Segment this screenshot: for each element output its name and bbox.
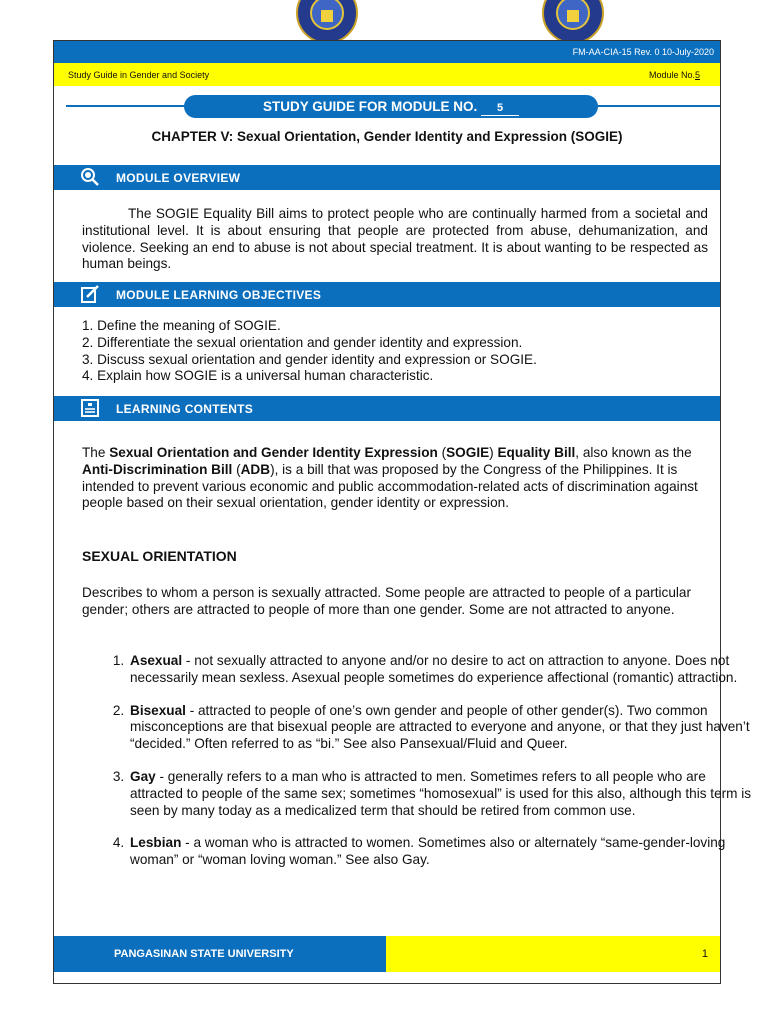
document-list-icon bbox=[80, 398, 100, 418]
sexual-orientation-heading: SEXUAL ORIENTATION bbox=[82, 548, 237, 564]
section-label: MODULE OVERVIEW bbox=[116, 171, 241, 185]
list-item: 2. Bisexual - attracted to people of one’s own gender and people of other gender(s). Two common misconceptions are that bisexual people are attracted to everyone and anyone, or that they just haven’t “decided.” Often referred to as “bi.” See also Pansexual/Fluid and Queer. bbox=[128, 703, 758, 753]
section-label: LEARNING CONTENTS bbox=[116, 402, 254, 416]
header-course-bar bbox=[54, 63, 720, 86]
footer-university-bar bbox=[54, 936, 386, 972]
form-code: FM-AA-CIA-15 Rev. 0 10-July-2020 bbox=[572, 47, 714, 57]
course-title: Study Guide in Gender and Society bbox=[68, 70, 210, 80]
objective-item: 2. Differentiate the sexual orientation and gender identity and expression. bbox=[82, 334, 523, 350]
section-learning-contents bbox=[54, 396, 720, 421]
objectives-list bbox=[82, 318, 708, 385]
university-seal-logo-right bbox=[542, 0, 604, 44]
module-number-header: Module No.5 bbox=[648, 70, 700, 80]
overview-paragraph: The SOGIE Equality Bill aims to protect people who are continually harmed from a societal and institutional level. It is about ensuring that people are protected from abuse, dehumanization, and violence. Seeking an end to abuse is not about special treatment. It is about wanting to be respected as human beings. bbox=[82, 206, 708, 272]
section-module-overview bbox=[54, 165, 720, 190]
objective-item: 1. Define the meaning of SOGIE. bbox=[82, 318, 281, 333]
list-item: 3. Gay - generally refers to a man who is attracted to men. Sometimes refers to all people who are attracted to people of the same sex; sometimes “homosexual” is used for this also, although this term is seen by many today as a medicalized term that should be retired from common use. bbox=[128, 769, 758, 819]
magnifier-icon bbox=[80, 167, 100, 187]
university-seal-logo-left bbox=[296, 0, 358, 44]
section-learning-objectives bbox=[54, 282, 720, 307]
section-label: MODULE LEARNING OBJECTIVES bbox=[116, 288, 322, 302]
list-item: 1. Asexual - not sexually attracted to anyone and/or no desire to act on attraction to anyone. Does not necessarily mean sexless. Asexual people sometimes do experience affectional (romantic) attraction. bbox=[128, 653, 758, 687]
page-number: 1 bbox=[701, 948, 708, 960]
chapter-title: CHAPTER V: Sexual Orientation, Gender Identity and Expression (SOGIE) bbox=[151, 129, 623, 144]
study-guide-title: STUDY GUIDE FOR MODULE NO. 5 bbox=[184, 95, 598, 118]
sexual-orientation-definition: Describes to whom a person is sexually attracted. Some people are attracted to people of a particular gender; others are attracted to people of more than one gender. Some are not attracted to anyone. bbox=[82, 585, 692, 617]
list-item: 4. Lesbian - a woman who is attracted to women. Sometimes also or alternately “same-gender-loving woman” or “woman loving woman.” See also Gay. bbox=[128, 835, 758, 869]
sogie-intro-paragraph: The Sexual Orientation and Gender Identity Expression (SOGIE) Equality Bill, also known as the Anti-Discrimination Bill (ADB), is a bill that was proposed by the Congress of the Philippines. It is intended to prevent various economic and public accommodation-related acts of discrimination against people based on their sexual orientation, gender identity or expression. bbox=[82, 445, 698, 511]
header-form-bar bbox=[54, 41, 720, 63]
objective-item: 4. Explain how SOGIE is a universal human characteristic. bbox=[82, 368, 434, 384]
footer-page-bar bbox=[386, 936, 720, 972]
orientation-terms-list bbox=[82, 653, 758, 885]
university-name: PANGASINAN STATE UNIVERSITY bbox=[114, 948, 294, 960]
objective-item: 3. Discuss sexual orientation and gender identity and expression or SOGIE. bbox=[82, 351, 537, 367]
pencil-edit-icon bbox=[80, 284, 100, 304]
